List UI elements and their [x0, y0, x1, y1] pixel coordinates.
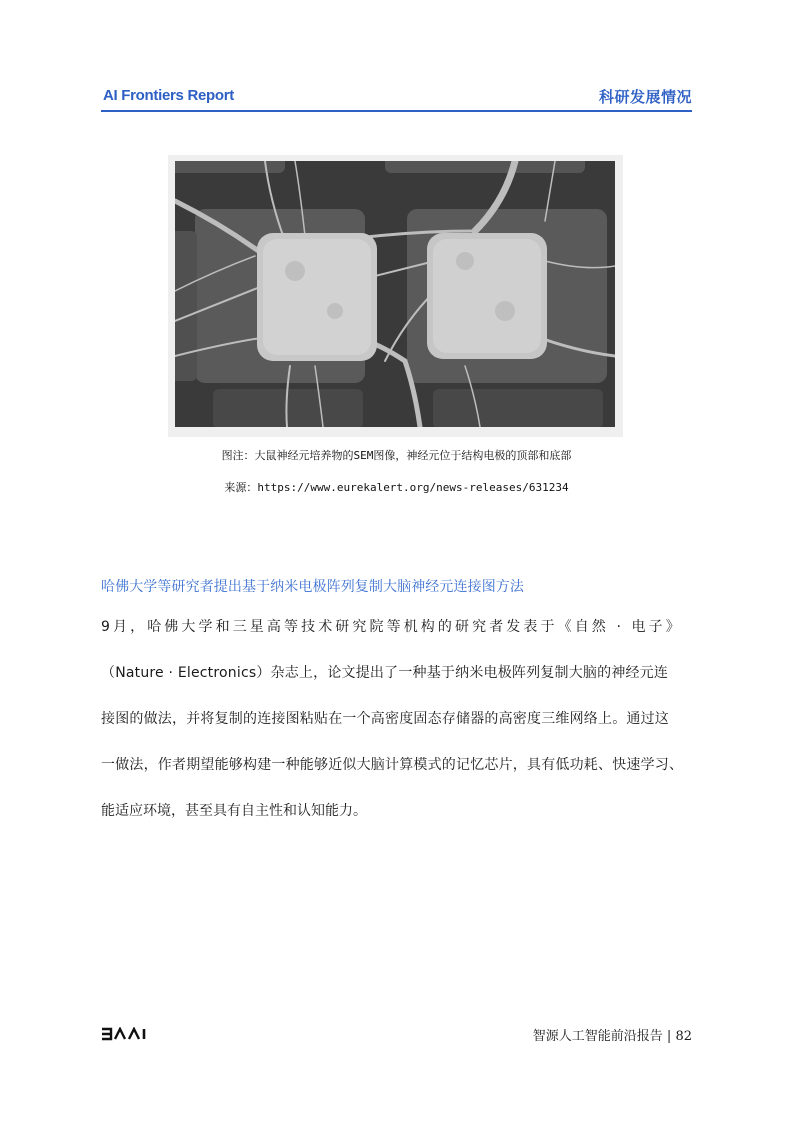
paragraph-line: 接图的做法，并将复制的连接图粘贴在一个高密度固态存储器的高密度三维网络上。通过这: [101, 711, 669, 727]
header-divider: [101, 110, 692, 112]
baai-logo: [101, 1026, 149, 1042]
paragraph-line: 9月，哈佛大学和三星高等技术研究院等机构的研究者发表于《自然 · 电子》: [101, 619, 683, 635]
section-heading: 哈佛大学等研究者提出基于纳米电极阵列复制大脑神经元连接图方法: [101, 579, 524, 595]
footer-report-name: 智源人工智能前沿报告: [532, 1029, 663, 1044]
paragraph-line: （Nature · Electronics）杂志上，论文提出了一种基于纳米电极阵列复制大脑的神经元连: [101, 665, 669, 681]
figure-source: 来源：https://www.eurekalert.org/news-releases/631234: [224, 481, 569, 494]
section-category: 科研发展情况: [598, 88, 692, 106]
page-number: 82: [675, 1029, 692, 1044]
figure-caption: 图注：大鼠神经元培养物的SEM图像，神经元位于结构电极的顶部和底部: [221, 449, 572, 462]
baai-logo-icon: [101, 1027, 149, 1041]
paragraph-line: 一做法，作者期望能够构建一种能够近似大脑计算模式的记忆芯片，具有低功耗、快速学习、: [101, 757, 684, 773]
page-header: [101, 86, 692, 110]
page-footer: [533, 1025, 692, 1044]
body-paragraph: [101, 616, 693, 846]
paragraph-line: 能适应环境，甚至具有自主性和认知能力。: [101, 803, 367, 819]
figure-frame: [168, 155, 623, 437]
footer-separator: |: [666, 1029, 672, 1044]
report-title: AI Frontiers Report: [103, 87, 234, 104]
sem-neuron-image: [175, 161, 615, 427]
